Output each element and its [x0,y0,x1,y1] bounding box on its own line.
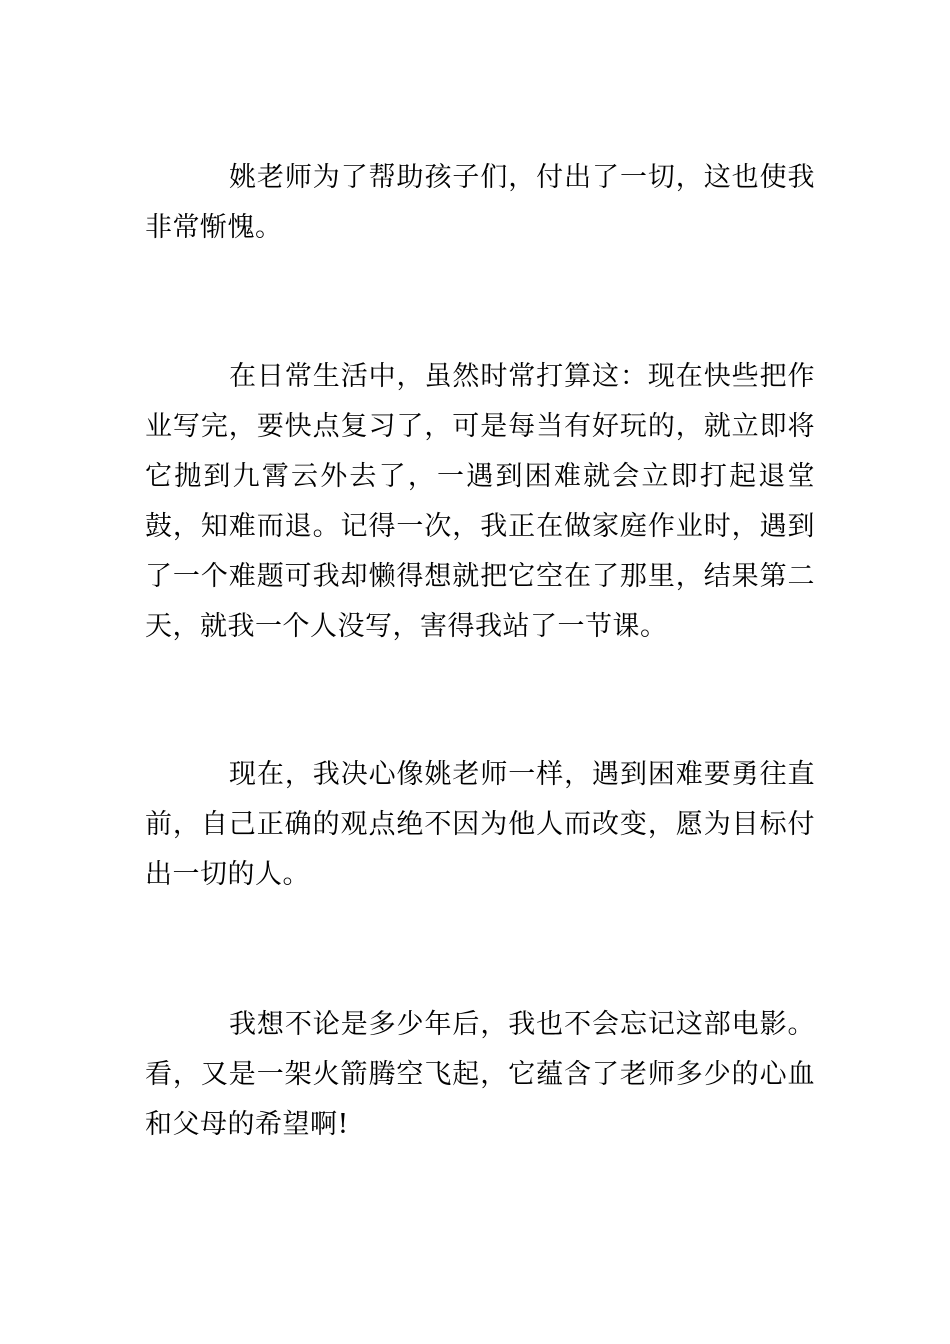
paragraph-1: 姚老师为了帮助孩子们，付出了一切，这也使我非常惭愧。 [145,162,815,243]
paragraph-3: 现在，我决心像姚老师一样，遇到困难要勇往直前，自己正确的观点绝不因为他人而改变，愿为目标付出一切的人。 [145,759,815,890]
paragraph-4: 我想不论是多少年后，我也不会忘记这部电影。看，又是一架火箭腾空飞起，它蕴含了老师多少的心血和父母的希望啊! [145,1009,815,1140]
paragraph-2: 在日常生活中，虽然时常打算这：现在快些把作业写完，要快点复习了，可是每当有好玩的，就立即将它抛到九霄云外去了，一遇到困难就会立即打起退堂鼓，知难而退。记得一次，我正在做家庭作业时，遇到了一个难题可我却懒得想就把它空在了那里，结果第二天，就我一个人没写，害得我站了一节课。 [145,361,815,642]
